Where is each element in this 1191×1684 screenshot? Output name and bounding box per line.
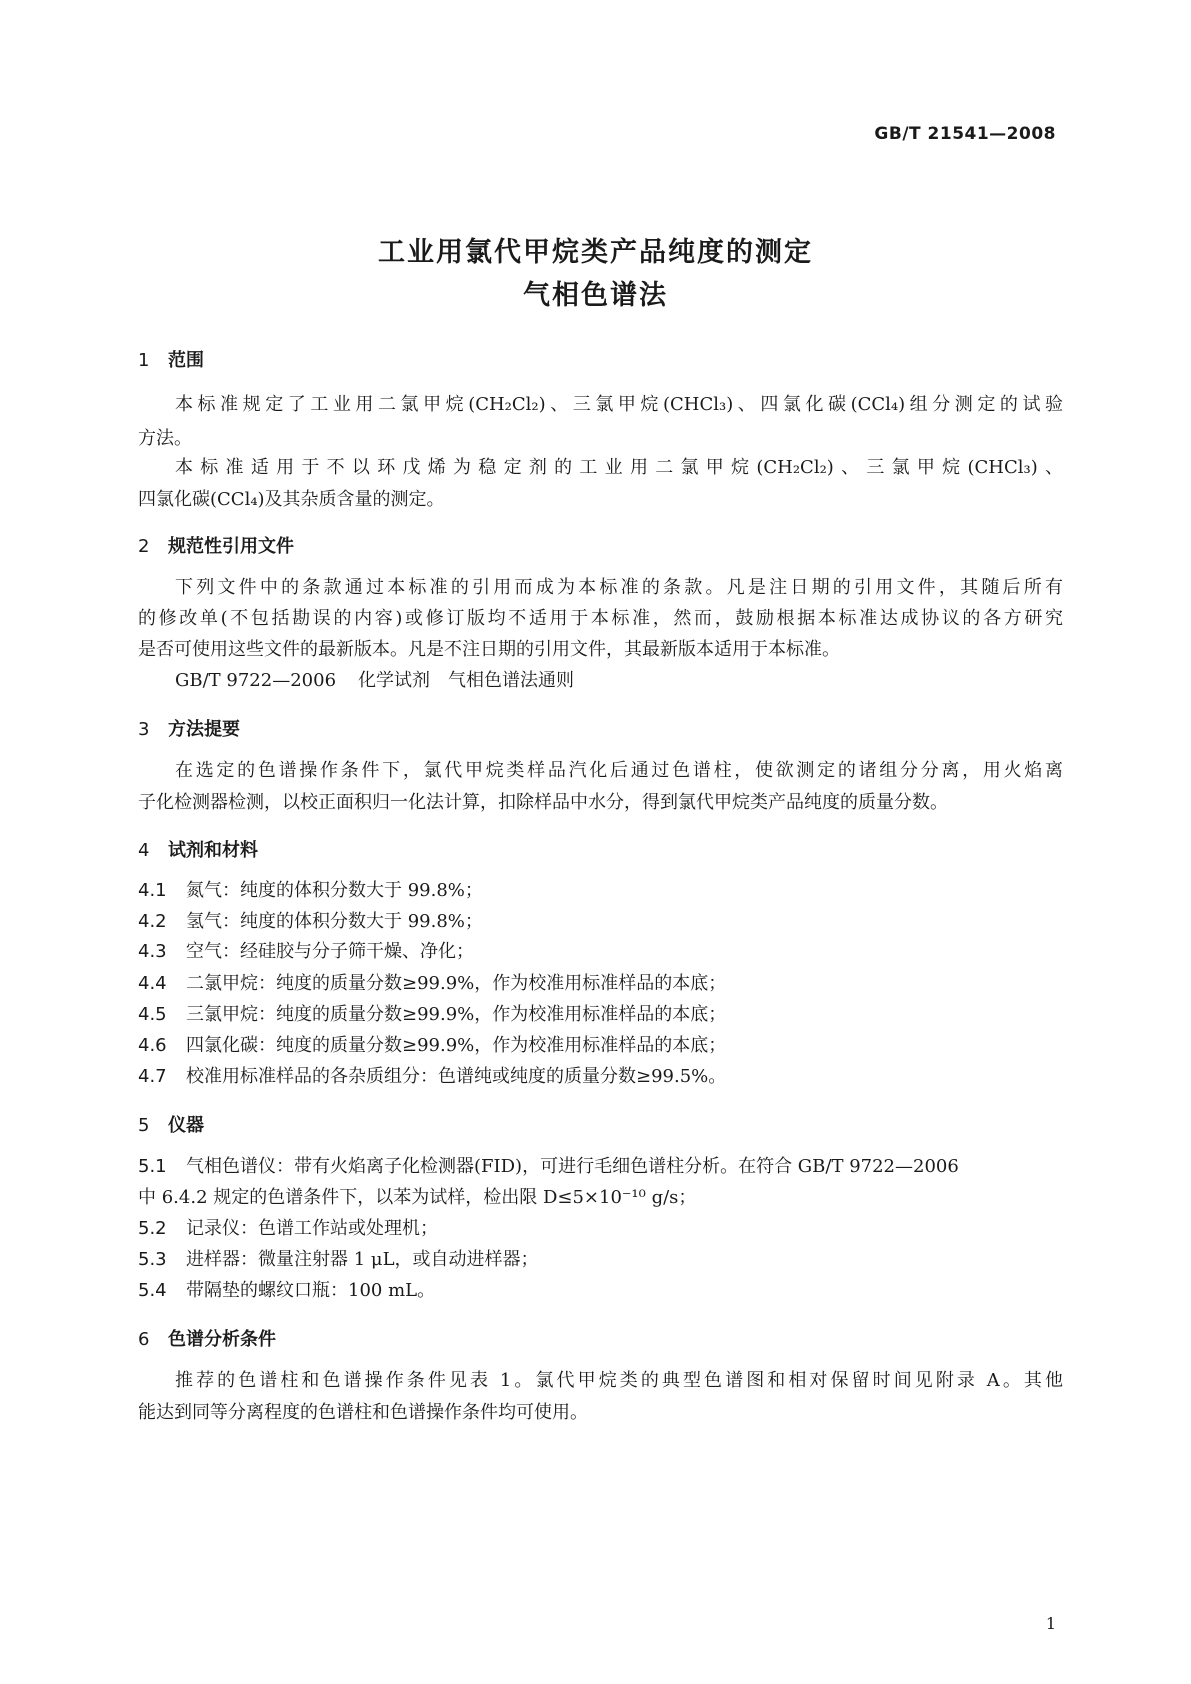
item-text: 进样器：微量注射器 1 μL，或自动进样器； [186, 1249, 539, 1270]
item-text: 气相色谱仪：带有火焰离子化检测器(FID)，可进行毛细色谱柱分析。在符合 GB/T 9722—2006 [186, 1156, 959, 1177]
item-number: 4.5 [138, 1004, 167, 1025]
item-number: 4.2 [138, 911, 167, 932]
section-heading-6 [138, 1325, 276, 1351]
list-item [138, 1034, 726, 1058]
section-number: 4 [138, 840, 150, 861]
item-text: 空气：经硅胶与分子筛干燥、净化； [186, 941, 474, 962]
page-title: 工业用氯代甲烷类产品纯度的测定 [378, 237, 813, 268]
paragraph-line: 本标准规定了工业用二氯甲烷(CH₂Cl₂)、三氯甲烷(CHCl₃)、四氯化碳(CCl₄)组分测定的试验 [175, 394, 1063, 415]
item-number: 5.1 [138, 1156, 167, 1177]
paragraph-line: 下列文件中的条款通过本标准的引用而成为本标准的条款。凡是注日期的引用文件，其随后所有 [175, 577, 1063, 598]
paragraph-line: 是否可使用这些文件的最新版本。凡是不注日期的引用文件，其最新版本适用于本标准。 [138, 639, 840, 660]
list-item [138, 1217, 438, 1241]
item-text: 带隔垫的螺纹口瓶：100 mL。 [186, 1280, 436, 1301]
section-heading-5 [138, 1111, 204, 1137]
list-item [138, 972, 726, 996]
section-title: 仪器 [168, 1115, 204, 1136]
item-text: 中 6.4.2 规定的色谱条件下，以苯为试样，检出限 D≤5×10⁻¹⁰ g/s； [138, 1187, 697, 1208]
page-number: 1 [1045, 1614, 1056, 1633]
section-number: 3 [138, 719, 150, 740]
list-item [138, 1065, 726, 1089]
list-item [138, 1155, 959, 1179]
section-heading-2 [138, 532, 294, 558]
reference-code: GB/T 9722—2006 [175, 670, 337, 691]
normative-reference [175, 669, 574, 693]
item-number: 5.3 [138, 1249, 167, 1270]
section-title: 试剂和材料 [168, 840, 258, 861]
section-title: 方法提要 [168, 719, 240, 740]
paragraph-line: 本标准适用于不以环戊烯为稳定剂的工业用二氯甲烷(CH₂Cl₂)、三氯甲烷(CHCl₃)、 [175, 457, 1063, 478]
section-number: 1 [138, 350, 150, 371]
item-text: 氢气：纯度的体积分数大于 99.8%； [186, 911, 483, 932]
item-text: 记录仪：色谱工作站或处理机； [186, 1218, 438, 1239]
list-item [138, 1003, 726, 1027]
section-number: 6 [138, 1329, 150, 1350]
list-item [138, 879, 483, 903]
item-text: 三氯甲烷：纯度的质量分数≥99.9%，作为校准用标准样品的本底； [186, 1004, 727, 1025]
list-item-continuation [138, 1186, 696, 1210]
item-number: 4.3 [138, 941, 167, 962]
standard-code: GB/T 21541—2008 [874, 124, 1056, 144]
reference-title: 化学试剂 气相色谱法通则 [358, 670, 575, 691]
list-item [138, 1279, 435, 1303]
item-text: 氮气：纯度的体积分数大于 99.8%； [186, 880, 483, 901]
item-number: 5.2 [138, 1218, 167, 1239]
section-number: 5 [138, 1115, 150, 1136]
paragraph-line: 的修改单(不包括勘误的内容)或修订版均不适用于本标准，然而，鼓励根据本标准达成协议的各方研究 [138, 608, 1063, 629]
list-item [138, 910, 483, 934]
paragraph-line: 在选定的色谱操作条件下，氯代甲烷类样品汽化后通过色谱柱，使欲测定的诸组分分离，用火焰离 [175, 760, 1063, 781]
section-title: 规范性引用文件 [168, 536, 294, 557]
item-number: 4.6 [138, 1035, 167, 1056]
item-number: 4.7 [138, 1066, 167, 1087]
section-heading-4 [138, 836, 258, 862]
paragraph-line: 方法。 [138, 428, 192, 449]
item-text: 四氯化碳：纯度的质量分数≥99.9%，作为校准用标准样品的本底； [186, 1035, 727, 1056]
page-subtitle: 气相色谱法 [523, 280, 668, 311]
section-title: 色谱分析条件 [168, 1329, 276, 1350]
section-number: 2 [138, 536, 150, 557]
list-item [138, 940, 474, 964]
list-item [138, 1248, 539, 1272]
section-title: 范围 [168, 350, 204, 371]
paragraph-line: 推荐的色谱柱和色谱操作条件见表 1。氯代甲烷类的典型色谱图和相对保留时间见附录 A。其他 [175, 1370, 1063, 1391]
item-number: 4.4 [138, 973, 167, 994]
section-heading-3 [138, 715, 240, 741]
item-text: 二氯甲烷：纯度的质量分数≥99.9%，作为校准用标准样品的本底； [186, 973, 727, 994]
paragraph-line: 四氯化碳(CCl₄)及其杂质含量的测定。 [138, 489, 445, 510]
paragraph-line: 能达到同等分离程度的色谱柱和色谱操作条件均可使用。 [138, 1402, 588, 1423]
item-text: 校准用标准样品的各杂质组分：色谱纯或纯度的质量分数≥99.5%。 [186, 1066, 727, 1087]
paragraph-line: 子化检测器检测，以校正面积归一化法计算，扣除样品中水分，得到氯代甲烷类产品纯度的质量分数。 [138, 792, 948, 813]
item-number: 4.1 [138, 880, 167, 901]
section-heading-1 [138, 346, 204, 372]
item-number: 5.4 [138, 1280, 167, 1301]
